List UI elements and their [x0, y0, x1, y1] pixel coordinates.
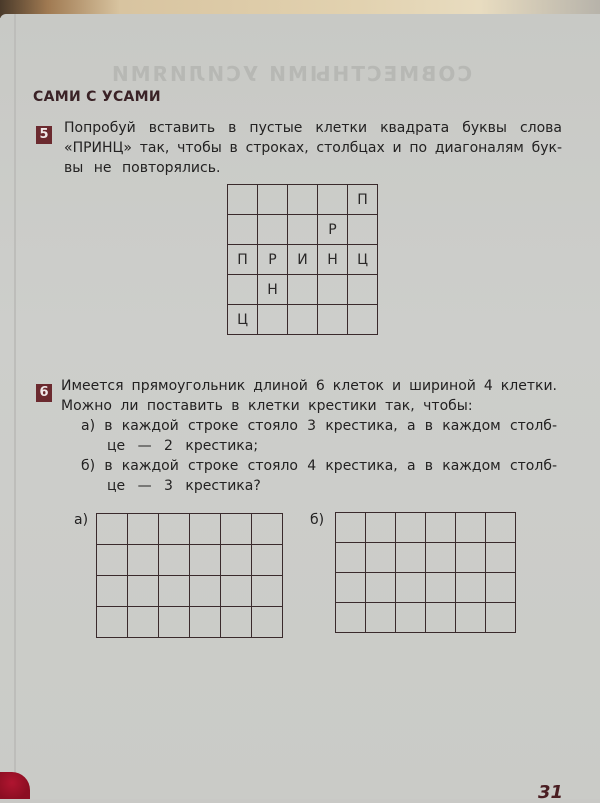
cell[interactable]: [396, 603, 426, 633]
cell[interactable]: [366, 513, 396, 543]
grid-b: [335, 512, 516, 633]
cell[interactable]: [228, 275, 258, 305]
cell[interactable]: [486, 603, 516, 633]
grid-a: [96, 513, 283, 638]
cell[interactable]: [288, 275, 318, 305]
cell[interactable]: [348, 305, 378, 335]
cell: И: [288, 245, 318, 275]
cell[interactable]: [396, 573, 426, 603]
cell[interactable]: [97, 576, 128, 607]
task-6-text: [61, 376, 557, 496]
cell[interactable]: [221, 576, 252, 607]
cell[interactable]: [396, 543, 426, 573]
grid-a-label: а): [74, 512, 89, 528]
task-6-item-b-line-2: це — 3 крестика?: [107, 478, 261, 494]
cell[interactable]: [128, 545, 159, 576]
cell[interactable]: [159, 607, 190, 638]
cell[interactable]: [486, 543, 516, 573]
cell[interactable]: [159, 545, 190, 576]
cell[interactable]: [190, 545, 221, 576]
cell[interactable]: [426, 543, 456, 573]
task-6-number: 6: [36, 384, 52, 402]
cell: Р: [258, 245, 288, 275]
cell[interactable]: [97, 545, 128, 576]
cell[interactable]: [336, 543, 366, 573]
cell[interactable]: [456, 573, 486, 603]
bleed-through-text: СОВМЕСТНЫМИ УСИЛИЯМИ: [110, 62, 473, 86]
cell[interactable]: [336, 603, 366, 633]
cell[interactable]: [486, 513, 516, 543]
cell[interactable]: [221, 514, 252, 545]
cell: Р: [318, 215, 348, 245]
cell[interactable]: [128, 514, 159, 545]
cell[interactable]: [97, 607, 128, 638]
cell[interactable]: [426, 603, 456, 633]
cell[interactable]: [288, 185, 318, 215]
cell[interactable]: [159, 514, 190, 545]
task-6-item-a-line-2: це — 2 крестика;: [107, 438, 259, 454]
cell[interactable]: [252, 545, 283, 576]
cell[interactable]: [128, 576, 159, 607]
task-6-item-b-line-1: б) в каждой строке стояло 4 крестика, а в каждом столб-: [81, 458, 557, 474]
cell[interactable]: [221, 607, 252, 638]
page-number: 31: [538, 782, 564, 803]
task-5-line-3: вы не повторялись.: [64, 160, 221, 176]
cell[interactable]: [258, 215, 288, 245]
cell[interactable]: [228, 215, 258, 245]
cell[interactable]: [318, 305, 348, 335]
cell[interactable]: [426, 513, 456, 543]
task-5-text: [64, 118, 562, 178]
cell: Ц: [228, 305, 258, 335]
page-edge: [14, 14, 16, 799]
cell[interactable]: [252, 607, 283, 638]
task-6-item-a-line-1: а) в каждой строке стояло 3 крестика, а в каждом столб-: [81, 418, 557, 434]
cell[interactable]: [456, 603, 486, 633]
cell[interactable]: [258, 305, 288, 335]
cell: Н: [258, 275, 288, 305]
cell[interactable]: [159, 576, 190, 607]
cell: П: [228, 245, 258, 275]
cell: П: [348, 185, 378, 215]
cell[interactable]: [288, 215, 318, 245]
cell[interactable]: [190, 576, 221, 607]
cell[interactable]: [486, 573, 516, 603]
task-5-line-1: Попробуй вставить в пустые клетки квадрата буквы слова: [64, 120, 562, 136]
cell[interactable]: [336, 513, 366, 543]
grid-b-label: б): [310, 512, 325, 528]
cell[interactable]: [396, 513, 426, 543]
cell[interactable]: [128, 607, 159, 638]
cell[interactable]: [228, 185, 258, 215]
cell: Н: [318, 245, 348, 275]
cell[interactable]: [318, 185, 348, 215]
cell[interactable]: [426, 573, 456, 603]
cell: Ц: [348, 245, 378, 275]
cell[interactable]: [190, 514, 221, 545]
cell[interactable]: [366, 573, 396, 603]
cell[interactable]: [221, 545, 252, 576]
cell[interactable]: [366, 543, 396, 573]
cell[interactable]: [348, 275, 378, 305]
prince-letter-square: [227, 184, 378, 335]
cell[interactable]: [348, 215, 378, 245]
cell[interactable]: [97, 514, 128, 545]
cell[interactable]: [456, 543, 486, 573]
cell[interactable]: [318, 275, 348, 305]
cell[interactable]: [456, 513, 486, 543]
section-title: САМИ С УСАМИ: [33, 89, 161, 105]
task-5-line-2: «ПРИНЦ» так, чтобы в строках, столбцах и по диагоналям бук-: [64, 140, 562, 156]
cell[interactable]: [190, 607, 221, 638]
cell[interactable]: [366, 603, 396, 633]
task-5-number: 5: [36, 126, 52, 144]
cell[interactable]: [336, 573, 366, 603]
cell[interactable]: [252, 514, 283, 545]
task-6-line-1: Имеется прямоугольник длиной 6 клеток и шириной 4 клетки.: [61, 378, 557, 394]
cell[interactable]: [252, 576, 283, 607]
cell[interactable]: [288, 305, 318, 335]
task-6-line-2: Можно ли поставить в клетки крестики так, чтобы:: [61, 398, 473, 414]
cell[interactable]: [258, 185, 288, 215]
